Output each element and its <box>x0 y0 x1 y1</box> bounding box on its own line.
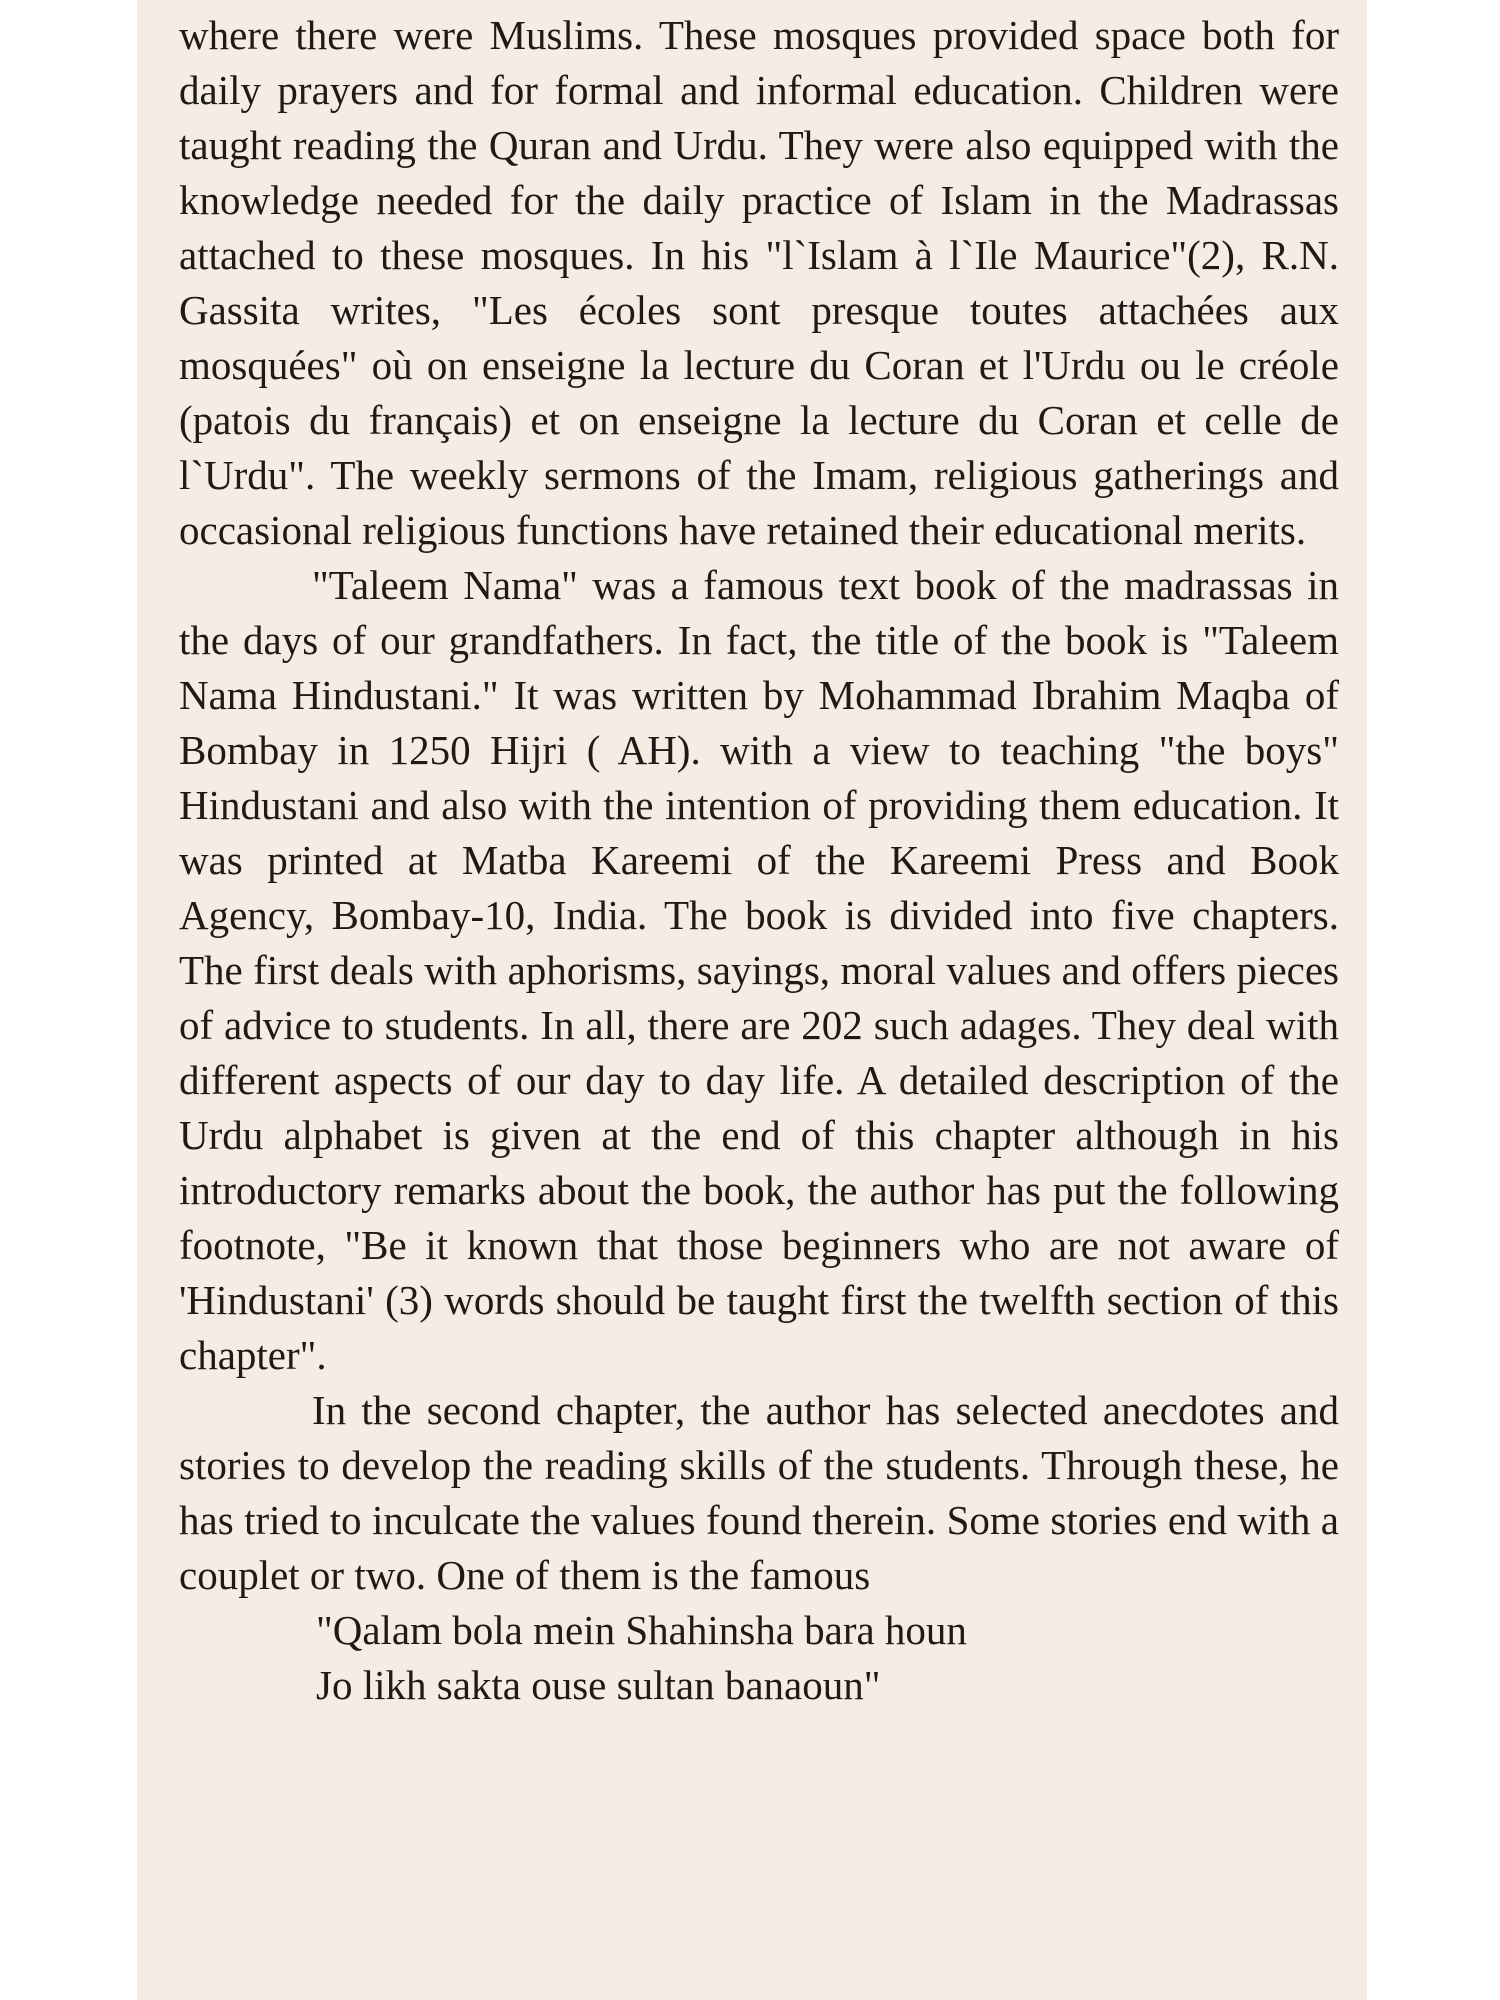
verse-line-1: "Qalam bola mein Shahinsha bara houn <box>316 1607 967 1653</box>
verse-line-2: Jo likh sakta ouse sultan banaoun" <box>316 1662 881 1708</box>
paragraph-second-chapter: In the second chapter, the author has selected anecdotes and stories to develop the reading skills of the students. Through these, he has tried to inculcate the values found therein. Some stories end with a couplet or two. One of them is the famous <box>179 1387 1339 1598</box>
paragraph-mosques-education: where there were Muslims. These mosques provided space both for daily prayers and for formal and informal education. Children were taught reading the Quran and Urdu. They were also equipped with the knowledge needed for the daily practice of Islam in the Madrassas attached to these mosques. In his "l`Islam à l`Ile Maurice"(2), R.N. Gassita writes, "Les écoles sont presque toutes attachées aux mosquées" où on enseigne la lecture du Coran et l'Urdu ou le créole (patois du français) et on enseigne la lecture du Coran et celle de l`Urdu". The weekly sermons of the Imam, religious gatherings and occasional religious functions have retained their educational merits. <box>179 12 1339 553</box>
page-sheet <box>137 0 1367 2000</box>
paragraph-taleem-nama: "Taleem Nama" was a famous text book of the madrassas in the days of our grandfathers. In fact, the title of the book is "Taleem Nama Hindustani." It was written by Mohammad Ibrahim Maqba of Bombay in 1250 Hijri ( AH). with a view to teaching "the boys" Hindustani and also with the intention of providing them education. It was printed at Matba Kareemi of the Kareemi Press and Book Agency, Bombay-10, India. The book is divided into five chapters. The first deals with aphorisms, sayings, moral values and offers pieces of advice to students. In all, there are 202 such adages. They deal with different aspects of our day to day life. A detailed description of the Urdu alphabet is given at the end of this chapter although in his introductory remarks about the book, the author has put the following footnote, "Be it known that those beginners who are not aware of 'Hindustani' (3) words should be taught first the twelfth section of this chapter". <box>179 562 1339 1378</box>
body-text <box>179 8 1339 1713</box>
